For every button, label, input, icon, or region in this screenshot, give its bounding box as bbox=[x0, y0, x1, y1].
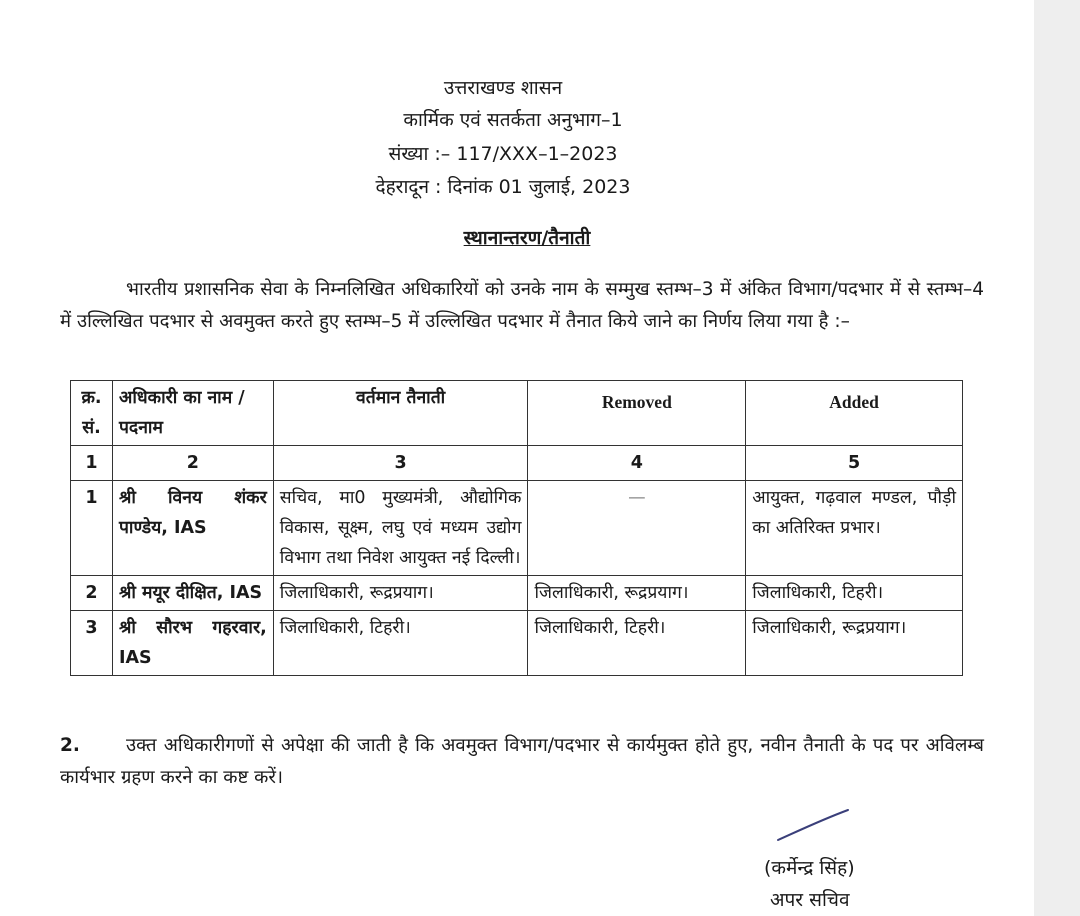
signatory-name: (कर्मेन्द्र सिंह) bbox=[764, 857, 855, 879]
column-number: 5 bbox=[746, 446, 963, 481]
row-added: जिलाधिकारी, रूद्रप्रयाग। bbox=[746, 611, 963, 676]
row-serial-number: 3 bbox=[71, 611, 113, 676]
column-number: 1 bbox=[71, 446, 113, 481]
row-current-posting: जिलाधिकारी, टिहरी। bbox=[273, 611, 528, 676]
intro-paragraph: भारतीय प्रशासनिक सेवा के निम्नलिखित अधिकारियों को उनके नाम के सम्मुख स्तम्भ–3 में अंकित विभाग/पदभार में से स्तम्भ–4 में उल्लिखित पदभार से अवमुक्त करते हुए स्तम्भ–5 में उल्लिखित पदभार में तैनात किये जाने का निर्णय लिया गया है :– bbox=[60, 279, 984, 332]
row-removed: जिलाधिकारी, टिहरी। bbox=[528, 611, 746, 676]
column-number: 2 bbox=[112, 446, 273, 481]
header-date: देहरादून : दिनांक 01 जुलाई, 2023 bbox=[375, 176, 631, 198]
row-officer-name: श्री विनय शंकर पाण्डेय, IAS bbox=[112, 481, 273, 576]
row-current-posting: सचिव, मा0 मुख्यमंत्री, औद्योगिक विकास, सूक्ष्म, लघु एवं मध्यम उद्योग विभाग तथा निवेश आयुक्त नई दिल्ली। bbox=[273, 481, 528, 576]
row-serial-number: 1 bbox=[71, 481, 113, 576]
header-government: उत्तराखण्ड शासन bbox=[443, 77, 563, 99]
paragraph-text: उक्त अधिकारीगणों से अपेक्षा की जाती है कि अवमुक्त विभाग/पदभार से कार्यमुक्त होते हुए, नवीन तैनाती के पद पर अविलम्ब कार्यभार ग्रहण करने का कष्ट करें। bbox=[60, 735, 984, 788]
paragraph-number: 2. bbox=[60, 735, 80, 756]
table-column-number-row bbox=[71, 446, 963, 481]
header-serial-number: क्र. सं. bbox=[71, 381, 113, 446]
header-current-posting: वर्तमान तैनाती bbox=[273, 381, 528, 446]
row-officer-name: श्री सौरभ गहरवार, IAS bbox=[112, 611, 273, 676]
row-officer-name: श्री मयूर दीक्षित, IAS bbox=[112, 576, 273, 611]
row-added: आयुक्त, गढ़वाल मण्डल, पौड़ी का अतिरिक्त प्रभार। bbox=[746, 481, 963, 576]
subject-text: स्थानान्तरण/तैनाती bbox=[463, 227, 591, 249]
table-row bbox=[71, 481, 963, 576]
subject-heading bbox=[0, 224, 1054, 250]
table-row bbox=[71, 611, 963, 676]
header-added: Added bbox=[746, 381, 963, 446]
row-removed: — bbox=[528, 481, 746, 576]
column-number: 4 bbox=[528, 446, 746, 481]
row-current-posting: जिलाधिकारी, रूद्रप्रयाग। bbox=[273, 576, 528, 611]
table-row bbox=[71, 576, 963, 611]
row-removed: जिलाधिकारी, रूद्रप्रयाग। bbox=[528, 576, 746, 611]
header-department: कार्मिक एवं सतर्कता अनुभाग–1 bbox=[403, 109, 623, 131]
header-removed: Removed bbox=[528, 381, 746, 446]
transfer-table bbox=[70, 380, 963, 676]
signature-mark bbox=[776, 808, 850, 844]
row-serial-number: 2 bbox=[71, 576, 113, 611]
header-officer-name: अधिकारी का नाम /पदनाम bbox=[112, 381, 273, 446]
instruction-paragraph bbox=[60, 730, 984, 794]
header-reference-number: संख्या :– 117/XXX–1–2023 bbox=[388, 143, 618, 165]
column-number: 3 bbox=[273, 446, 528, 481]
table-header-row bbox=[71, 381, 963, 446]
viewer-margin bbox=[1034, 0, 1080, 916]
signatory-designation: अपर सचिव bbox=[770, 889, 850, 911]
row-added: जिलाधिकारी, टिहरी। bbox=[746, 576, 963, 611]
